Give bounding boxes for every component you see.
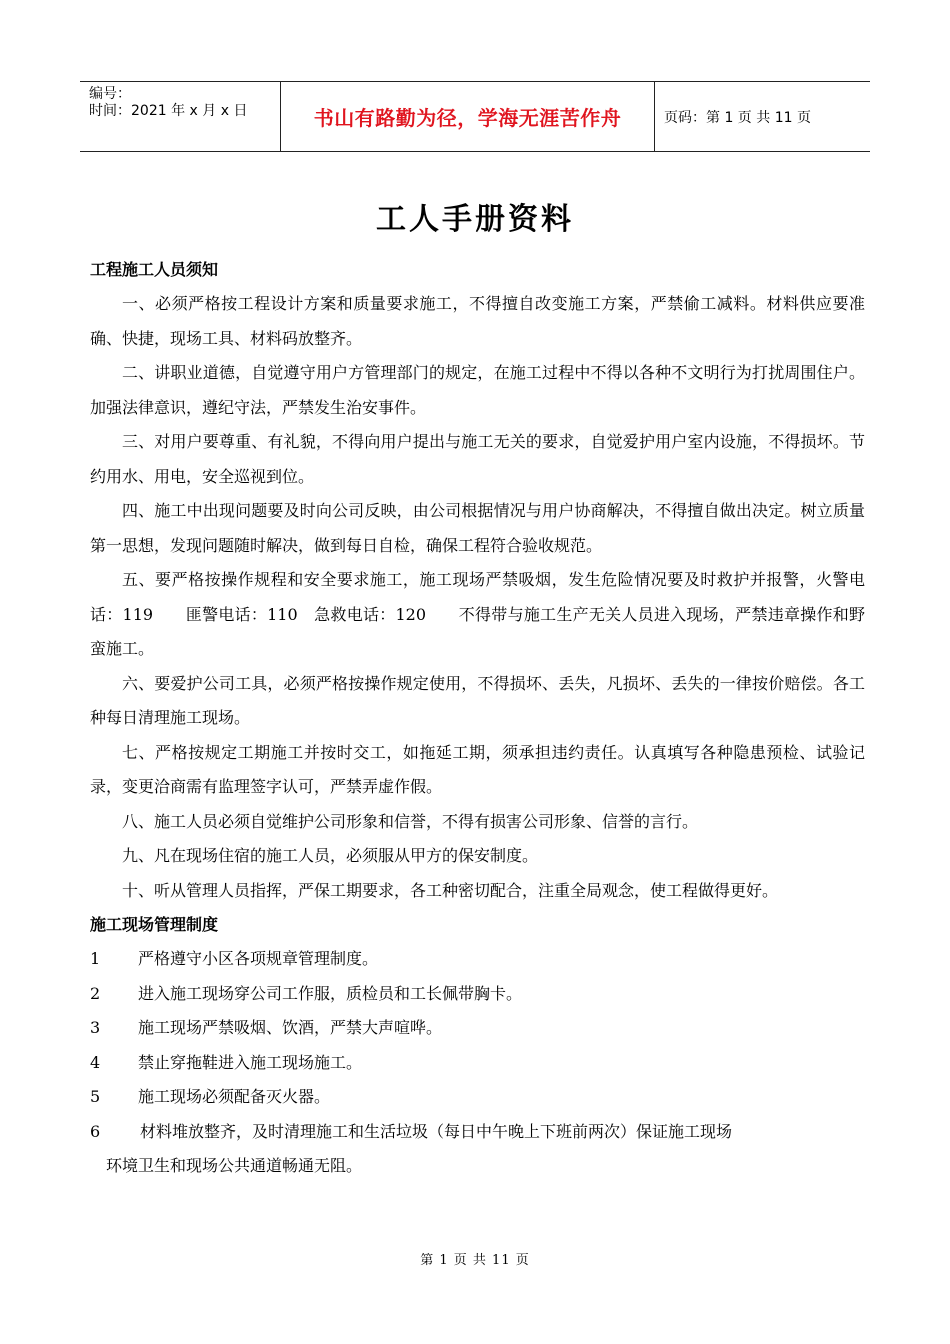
list-item bbox=[90, 1115, 865, 1184]
rule-paragraph: 九、凡在现场住宿的施工人员，必须服从甲方的保安制度。 bbox=[122, 846, 539, 865]
rule-paragraph: 七、严格按规定工期施工并按时交工，如拖延工期，须承担违约责任。认真填写各种隐患预检、试验记录，变更洽商需有监理签字认可，严禁弄虚作假。 bbox=[90, 742, 865, 796]
list-item-text: 施工现场严禁吸烟、饮酒，严禁大声喧哗。 bbox=[138, 1018, 443, 1037]
list-item-text: 施工现场必须配备灭火器。 bbox=[138, 1087, 331, 1106]
list-item-number: 4 bbox=[90, 1052, 101, 1072]
rule-paragraph: 八、施工人员必须自觉维护公司形象和信誉，不得有损害公司形象、信誉的言行。 bbox=[122, 811, 699, 831]
list-item-number: 6 bbox=[90, 1121, 101, 1141]
rule-paragraph: 六、要爱护公司工具，必须严格按操作规定使用，不得损坏、丢失，凡损坏、丢失的一律按价赔偿。各工种每日清理施工现场。 bbox=[90, 673, 865, 727]
rule-paragraph: 四、施工中出现问题要及时向公司反映，由公司根据情况与用户协商解决，不得擅自做出决定。树立质量第一思想，发现问题随时解决，做到每日自检，确保工程符合验收规范。 bbox=[90, 501, 865, 555]
section-heading-workers-notice: 工程施工人员须知 bbox=[90, 260, 219, 279]
list-item bbox=[90, 942, 865, 977]
rule-paragraph: 三、对用户要尊重、有礼貌，不得向用户提出与施工无关的要求，自觉爱护用户室内设施，不得损坏。节约用水、用电，安全巡视到位。 bbox=[90, 432, 865, 486]
rule-paragraph: 十、听从管理人员指挥，严保工期要求，各工种密切配合，注重全局观念，使工程做得更好。 bbox=[122, 880, 779, 900]
list-item-text: 材料堆放整齐，及时清理施工和生活垃圾（每日中午晚上下班前两次）保证施工现场 bbox=[140, 1121, 733, 1141]
page-header bbox=[80, 81, 870, 152]
list-item-number: 3 bbox=[90, 1018, 101, 1037]
section-heading-site-management: 施工现场管理制度 bbox=[90, 915, 219, 934]
time-label: 时间：2021 年 x 月 x 日 bbox=[89, 103, 248, 119]
list-item-number: 2 bbox=[90, 983, 101, 1003]
rule-paragraph: 二、讲职业道德，自觉遵守用户方管理部门的规定，在施工过程中不得以各种不文明行为打扰周围住户。加强法律意识，遵纪守法，严禁发生治安事件。 bbox=[90, 363, 865, 417]
list-item-number: 5 bbox=[90, 1087, 101, 1106]
list-item-text-continued: 环境卫生和现场公共通道畅通无阻。 bbox=[106, 1156, 363, 1175]
document-body bbox=[90, 253, 865, 1184]
rule-paragraph: 一、必须严格按工程设计方案和质量要求施工，不得擅自改变施工方案，严禁偷工减料。材料供应要准确、快捷，现场工具、材料码放整齐。 bbox=[90, 294, 865, 348]
list-item-text: 严格遵守小区各项规章管理制度。 bbox=[138, 949, 379, 968]
rule-paragraph: 五、要严格按操作规程和安全要求施工，施工现场严禁吸烟，发生危险情况要及时救护并报警，火警电话：119 匪警电话：110 急救电话：120 不得带与施工生产无关人员进入现场，严禁违章操作和野蛮施工。 bbox=[90, 570, 865, 658]
list-item bbox=[90, 977, 865, 1012]
header-meta bbox=[80, 82, 281, 151]
list-item-text: 进入施工现场穿公司工作服，质检员和工长佩带胸卡。 bbox=[138, 983, 523, 1003]
list-item-number: 1 bbox=[90, 949, 101, 968]
list-item-text: 禁止穿拖鞋进入施工现场施工。 bbox=[138, 1052, 363, 1072]
list-item bbox=[90, 1046, 865, 1081]
header-motto: 书山有路勤为径，学海无涯苦作舟 bbox=[281, 82, 655, 151]
site-rules-list bbox=[90, 942, 865, 1184]
list-item bbox=[90, 1080, 865, 1115]
list-item bbox=[90, 1011, 865, 1046]
header-page-number: 页码：第 1 页 共 11 页 bbox=[664, 109, 811, 126]
serial-number-label: 编号： bbox=[89, 86, 131, 102]
document-title: 工人手册资料 bbox=[376, 202, 574, 237]
page-footer: 第 1 页 共 11 页 bbox=[420, 1253, 530, 1268]
